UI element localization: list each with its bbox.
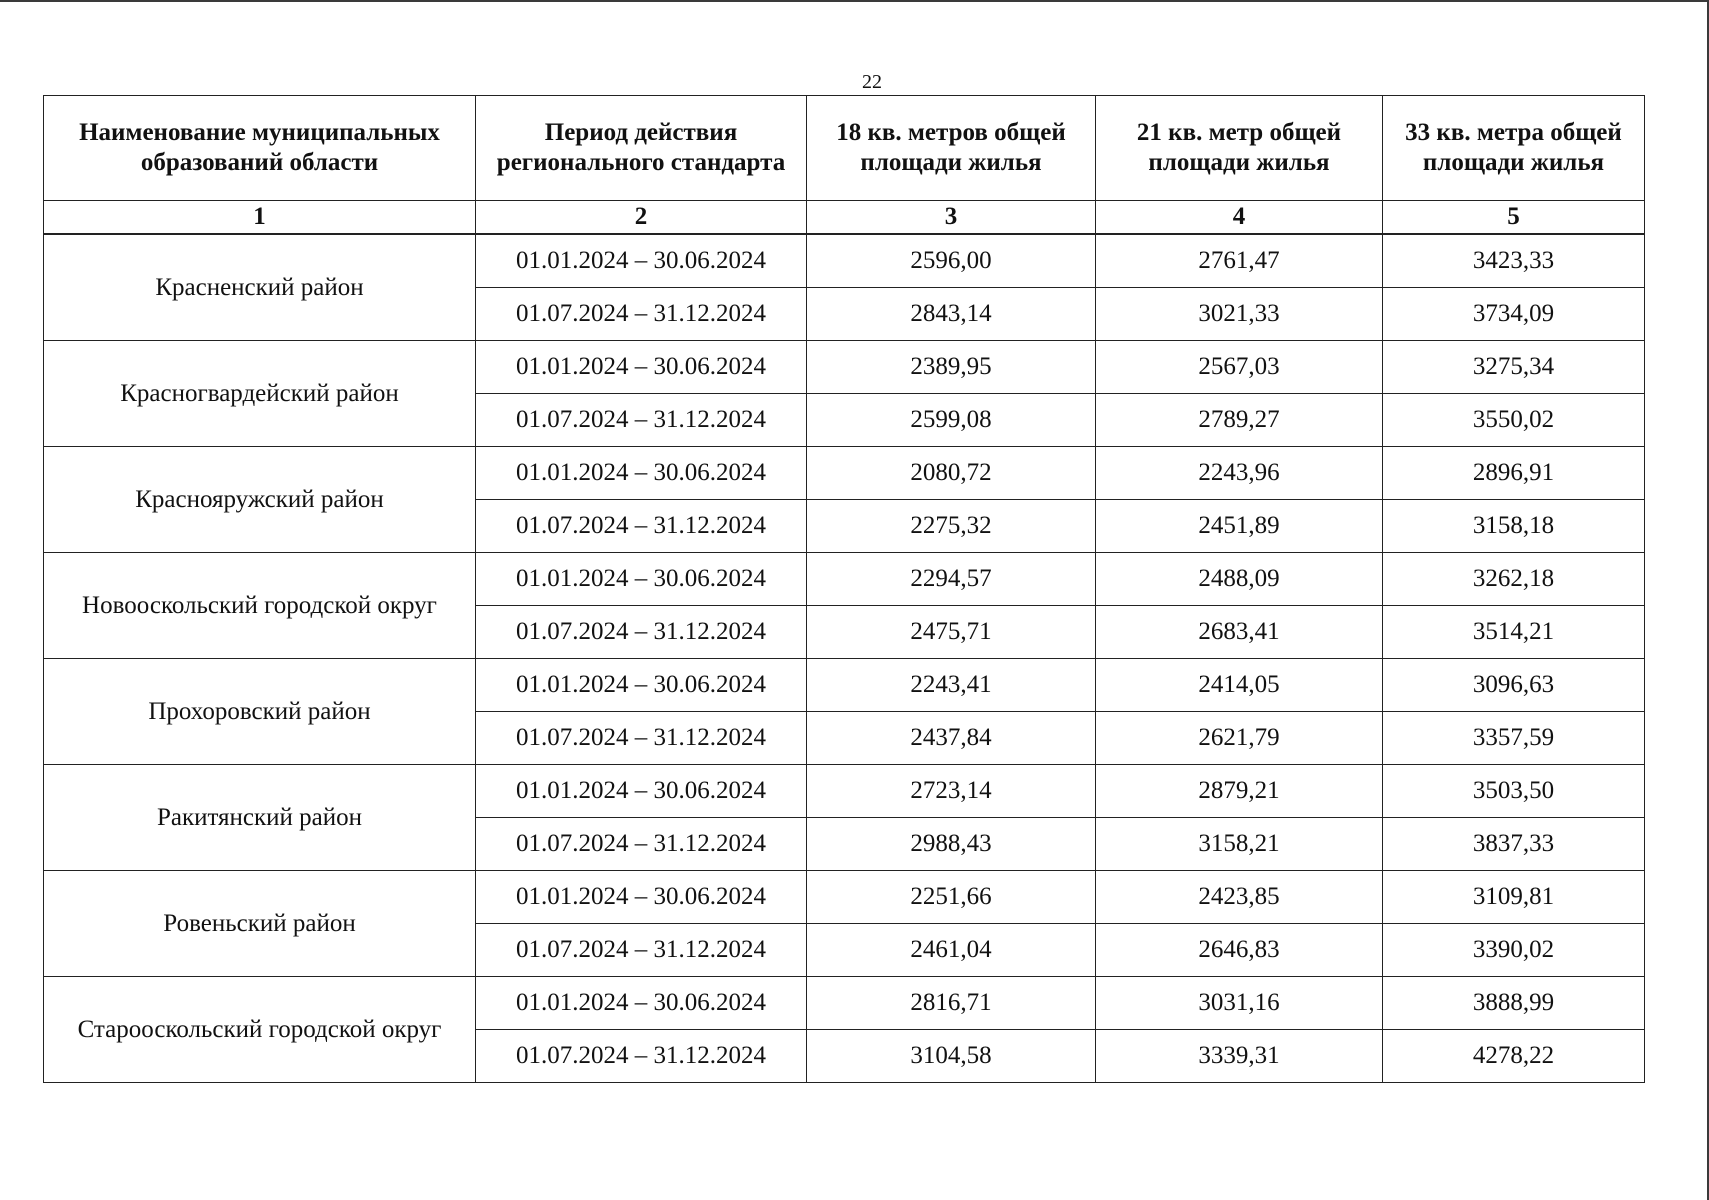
value-18-cell: 2275,32 bbox=[807, 500, 1096, 553]
district-name: Прохоровский район bbox=[44, 659, 476, 765]
value-18-cell: 2723,14 bbox=[807, 765, 1096, 818]
value-33-cell: 3734,09 bbox=[1383, 288, 1645, 341]
table-row bbox=[44, 659, 1645, 712]
value-18-cell: 2389,95 bbox=[807, 341, 1096, 394]
value-21-cell: 3339,31 bbox=[1096, 1030, 1383, 1083]
table-header-row bbox=[44, 96, 1645, 201]
value-21-cell: 2451,89 bbox=[1096, 500, 1383, 553]
header-period: Период действия регионального стандарта bbox=[476, 96, 807, 201]
value-33-cell: 3158,18 bbox=[1383, 500, 1645, 553]
district-name: Краснояружский район bbox=[44, 447, 476, 553]
value-21-cell: 2683,41 bbox=[1096, 606, 1383, 659]
housing-cost-table bbox=[43, 95, 1645, 1083]
district-name: Красногвардейский район bbox=[44, 341, 476, 447]
period-cell: 01.01.2024 – 30.06.2024 bbox=[476, 871, 807, 924]
page-frame-top bbox=[0, 0, 1709, 2]
value-21-cell: 2243,96 bbox=[1096, 447, 1383, 500]
value-18-cell: 2988,43 bbox=[807, 818, 1096, 871]
table-row bbox=[44, 234, 1645, 288]
table-row bbox=[44, 447, 1645, 500]
period-cell: 01.01.2024 – 30.06.2024 bbox=[476, 977, 807, 1030]
value-21-cell: 2761,47 bbox=[1096, 234, 1383, 288]
column-number: 2 bbox=[476, 201, 807, 235]
district-name: Красненский район bbox=[44, 234, 476, 341]
value-33-cell: 4278,22 bbox=[1383, 1030, 1645, 1083]
period-cell: 01.07.2024 – 31.12.2024 bbox=[476, 500, 807, 553]
value-21-cell: 3031,16 bbox=[1096, 977, 1383, 1030]
value-18-cell: 2251,66 bbox=[807, 871, 1096, 924]
value-33-cell: 3550,02 bbox=[1383, 394, 1645, 447]
value-33-cell: 3503,50 bbox=[1383, 765, 1645, 818]
period-cell: 01.01.2024 – 30.06.2024 bbox=[476, 553, 807, 606]
table-row bbox=[44, 977, 1645, 1030]
page-number: 22 bbox=[862, 71, 882, 93]
header-municipality: Наименование муниципальных образований области bbox=[44, 96, 476, 201]
value-18-cell: 3104,58 bbox=[807, 1030, 1096, 1083]
district-name: Старооскольский городской округ bbox=[44, 977, 476, 1083]
value-21-cell: 2621,79 bbox=[1096, 712, 1383, 765]
column-number: 3 bbox=[807, 201, 1096, 235]
value-33-cell: 3262,18 bbox=[1383, 553, 1645, 606]
value-18-cell: 2816,71 bbox=[807, 977, 1096, 1030]
value-18-cell: 2599,08 bbox=[807, 394, 1096, 447]
value-21-cell: 2414,05 bbox=[1096, 659, 1383, 712]
value-18-cell: 2437,84 bbox=[807, 712, 1096, 765]
column-number: 1 bbox=[44, 201, 476, 235]
column-number-row bbox=[44, 201, 1645, 235]
value-33-cell: 3390,02 bbox=[1383, 924, 1645, 977]
period-cell: 01.07.2024 – 31.12.2024 bbox=[476, 712, 807, 765]
period-cell: 01.01.2024 – 30.06.2024 bbox=[476, 659, 807, 712]
column-number: 4 bbox=[1096, 201, 1383, 235]
period-cell: 01.01.2024 – 30.06.2024 bbox=[476, 234, 807, 288]
table-row bbox=[44, 341, 1645, 394]
value-18-cell: 2843,14 bbox=[807, 288, 1096, 341]
value-33-cell: 3357,59 bbox=[1383, 712, 1645, 765]
value-21-cell: 2789,27 bbox=[1096, 394, 1383, 447]
value-18-cell: 2475,71 bbox=[807, 606, 1096, 659]
value-21-cell: 2567,03 bbox=[1096, 341, 1383, 394]
period-cell: 01.07.2024 – 31.12.2024 bbox=[476, 818, 807, 871]
value-18-cell: 2461,04 bbox=[807, 924, 1096, 977]
value-33-cell: 3275,34 bbox=[1383, 341, 1645, 394]
period-cell: 01.01.2024 – 30.06.2024 bbox=[476, 447, 807, 500]
period-cell: 01.07.2024 – 31.12.2024 bbox=[476, 394, 807, 447]
value-21-cell: 2423,85 bbox=[1096, 871, 1383, 924]
value-18-cell: 2243,41 bbox=[807, 659, 1096, 712]
period-cell: 01.07.2024 – 31.12.2024 bbox=[476, 606, 807, 659]
value-33-cell: 3109,81 bbox=[1383, 871, 1645, 924]
district-name: Ровеньский район bbox=[44, 871, 476, 977]
header-21-sqm: 21 кв. метр общей площади жилья bbox=[1096, 96, 1383, 201]
value-33-cell: 2896,91 bbox=[1383, 447, 1645, 500]
value-18-cell: 2294,57 bbox=[807, 553, 1096, 606]
period-cell: 01.07.2024 – 31.12.2024 bbox=[476, 924, 807, 977]
value-21-cell: 3158,21 bbox=[1096, 818, 1383, 871]
value-21-cell: 2488,09 bbox=[1096, 553, 1383, 606]
period-cell: 01.07.2024 – 31.12.2024 bbox=[476, 1030, 807, 1083]
table-row bbox=[44, 871, 1645, 924]
period-cell: 01.01.2024 – 30.06.2024 bbox=[476, 765, 807, 818]
value-21-cell: 2879,21 bbox=[1096, 765, 1383, 818]
value-33-cell: 3514,21 bbox=[1383, 606, 1645, 659]
period-cell: 01.07.2024 – 31.12.2024 bbox=[476, 288, 807, 341]
header-18-sqm: 18 кв. метров общей площади жилья bbox=[807, 96, 1096, 201]
column-number: 5 bbox=[1383, 201, 1645, 235]
value-33-cell: 3888,99 bbox=[1383, 977, 1645, 1030]
value-18-cell: 2596,00 bbox=[807, 234, 1096, 288]
housing-cost-table-container bbox=[43, 95, 1644, 1083]
value-21-cell: 2646,83 bbox=[1096, 924, 1383, 977]
district-name: Новооскольский городской округ bbox=[44, 553, 476, 659]
value-21-cell: 3021,33 bbox=[1096, 288, 1383, 341]
value-18-cell: 2080,72 bbox=[807, 447, 1096, 500]
district-name: Ракитянский район bbox=[44, 765, 476, 871]
value-33-cell: 3423,33 bbox=[1383, 234, 1645, 288]
table-row bbox=[44, 553, 1645, 606]
value-33-cell: 3837,33 bbox=[1383, 818, 1645, 871]
table-row bbox=[44, 765, 1645, 818]
period-cell: 01.01.2024 – 30.06.2024 bbox=[476, 341, 807, 394]
header-33-sqm: 33 кв. метра общей площади жилья bbox=[1383, 96, 1645, 201]
value-33-cell: 3096,63 bbox=[1383, 659, 1645, 712]
